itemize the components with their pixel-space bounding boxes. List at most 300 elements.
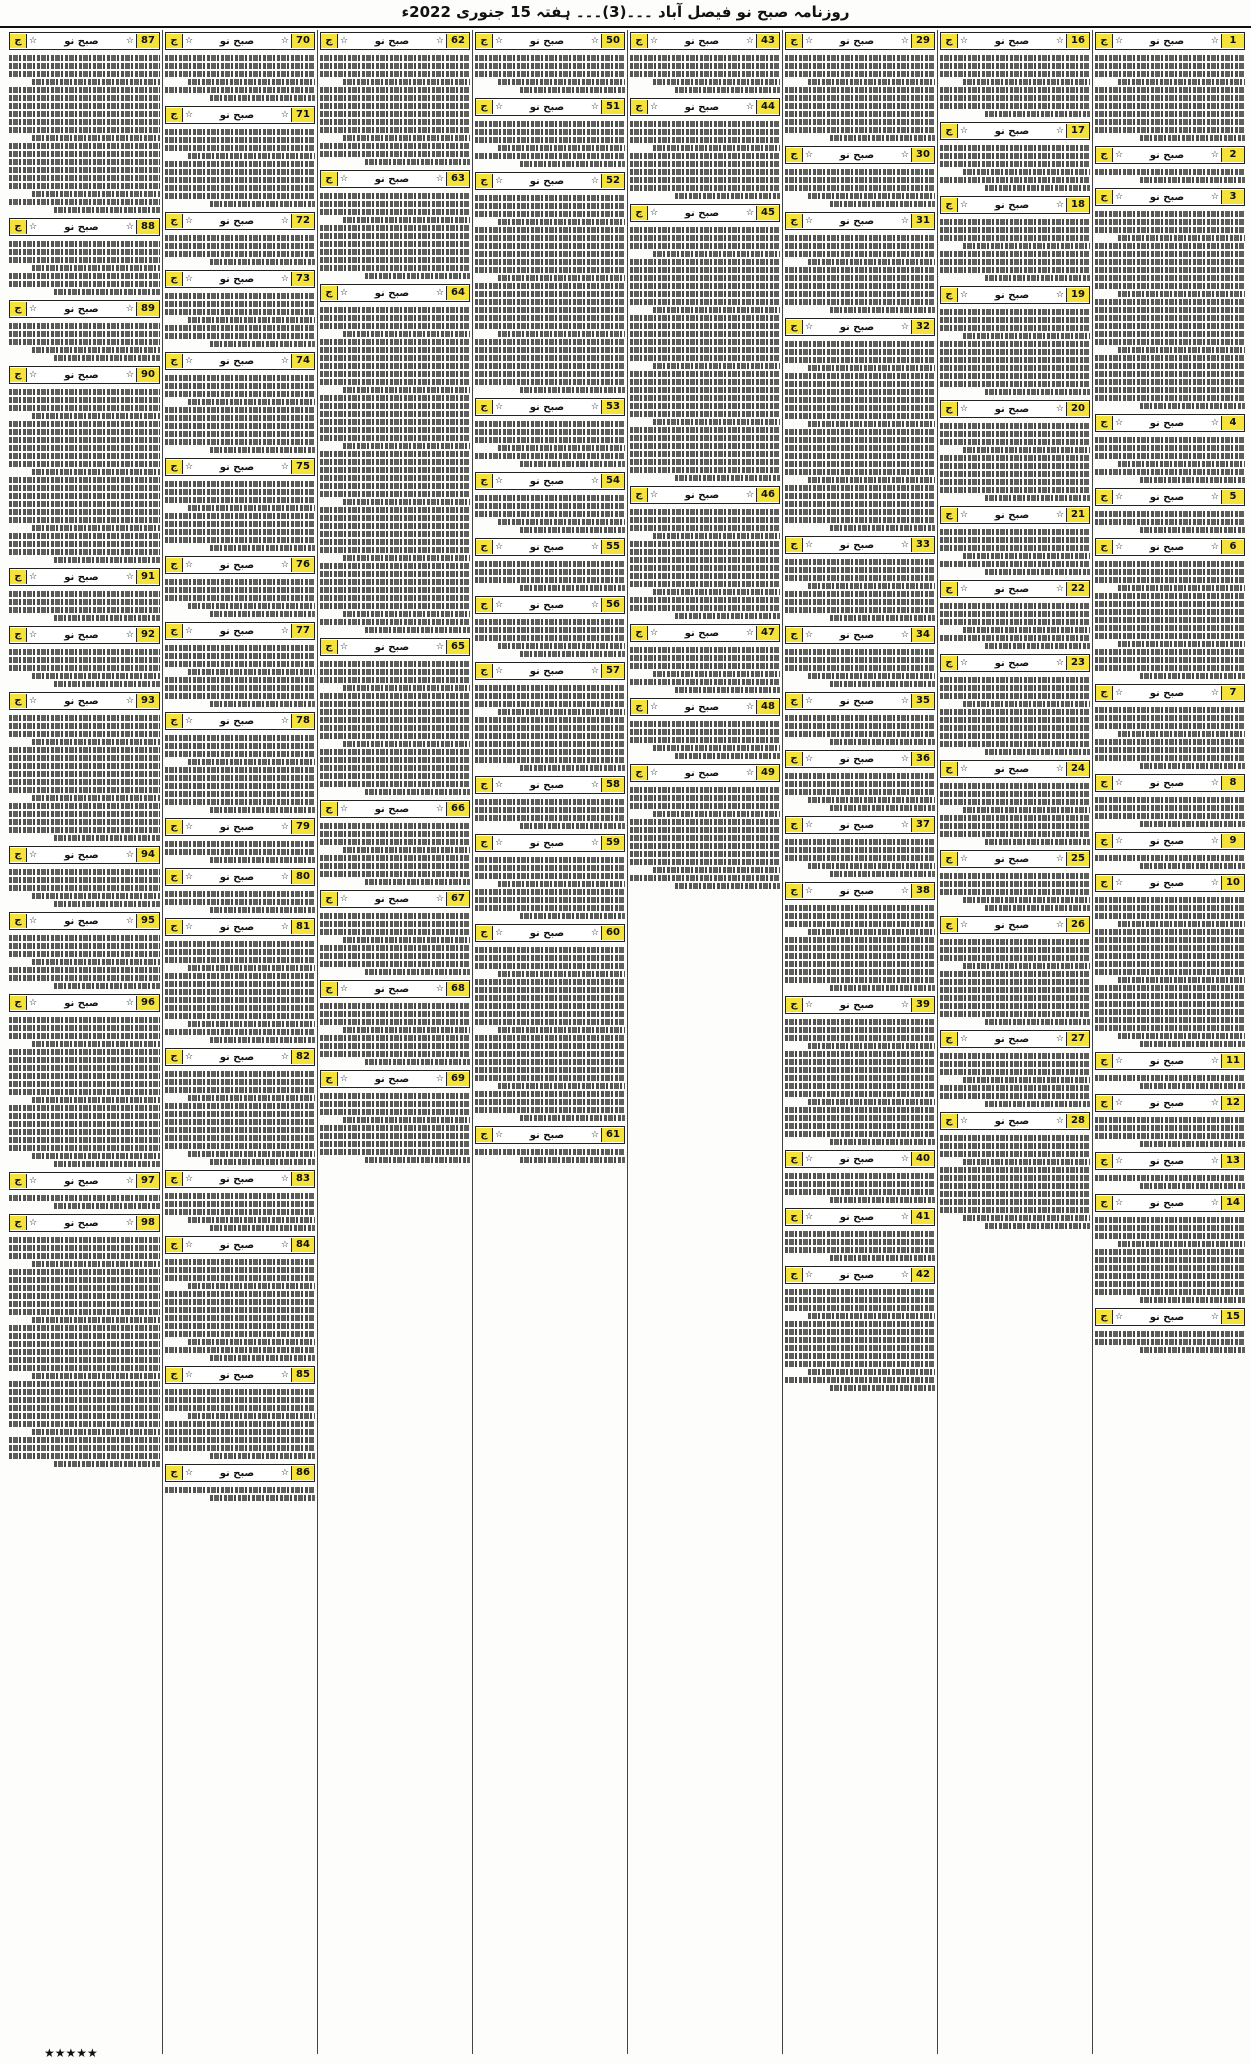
text-line [785, 575, 935, 581]
text-line [653, 811, 781, 817]
newspaper-logo-icon: ج [786, 752, 803, 766]
text-line [210, 1355, 315, 1361]
ad-header [785, 1266, 935, 1284]
text-line [320, 411, 470, 417]
text-line [320, 871, 470, 877]
star-icon: ☆ [29, 370, 38, 380]
ad-body-text [1095, 852, 1245, 872]
ad-header-label: صبح نو [64, 915, 99, 927]
text-line [9, 477, 160, 483]
text-line [320, 773, 470, 779]
text-line [54, 983, 160, 989]
classified-ad [165, 270, 315, 350]
ad-header-label: صبح نو [684, 489, 720, 501]
text-line [1095, 609, 1245, 615]
classified-ad [785, 32, 935, 144]
newspaper-logo-icon: ج [321, 34, 338, 48]
classified-ad [9, 994, 160, 1170]
newspaper-logo-icon: ج [166, 820, 183, 834]
classified-ad [320, 638, 470, 798]
star-icon: ☆ [960, 200, 969, 210]
text-line [320, 1019, 470, 1025]
text-line [475, 503, 625, 509]
star-icon: ☆ [185, 872, 194, 882]
text-line [475, 979, 625, 985]
ad-header [9, 994, 160, 1012]
text-line [320, 1011, 470, 1017]
text-line [475, 121, 625, 127]
text-line [940, 791, 1090, 797]
text-line [940, 455, 1090, 461]
text-line [9, 1413, 160, 1419]
classified-ad [785, 318, 935, 534]
text-line [940, 103, 1090, 109]
text-line [475, 1099, 625, 1105]
text-line [1140, 673, 1245, 679]
text-line [475, 511, 625, 517]
newspaper-logo-icon: ج [10, 302, 27, 316]
newspaper-logo-icon: ج [476, 836, 493, 850]
ad-header [320, 890, 470, 908]
text-line [1140, 1297, 1245, 1303]
text-line [785, 1329, 935, 1335]
newspaper-logo-icon: ج [10, 996, 27, 1010]
text-line [1095, 739, 1245, 745]
text-line [630, 851, 780, 857]
ad-number: 17 [1066, 124, 1089, 138]
text-line [210, 701, 315, 707]
text-line [1140, 1083, 1245, 1089]
ad-number: 44 [756, 100, 779, 114]
text-line [785, 559, 935, 565]
text-line [320, 241, 470, 247]
text-line [1095, 1265, 1245, 1271]
ad-header-label: صبح نو [374, 35, 410, 47]
classified-ad [1095, 874, 1245, 1050]
ad-body-text [9, 1192, 160, 1212]
classified-ad [1095, 538, 1245, 682]
star-icon: ☆ [185, 560, 194, 570]
text-line [630, 411, 780, 417]
star-icon: ☆ [1055, 290, 1064, 300]
text-line [1095, 813, 1245, 819]
text-line [498, 79, 626, 85]
text-line [630, 63, 780, 69]
text-line [9, 63, 160, 69]
text-line [963, 1215, 1091, 1221]
text-line [630, 323, 780, 329]
ad-body-text [9, 866, 160, 910]
star-icon: ☆ [29, 304, 38, 314]
text-line [830, 871, 935, 877]
text-line [985, 643, 1090, 649]
text-line [940, 341, 1090, 347]
text-line [785, 723, 935, 729]
text-line [9, 1285, 160, 1291]
text-line [940, 365, 1090, 371]
text-line [320, 87, 470, 93]
text-line [963, 79, 1091, 85]
classified-columns [4, 30, 1247, 2054]
text-line [210, 1037, 315, 1043]
text-line [320, 733, 470, 739]
text-line [630, 355, 780, 361]
text-line [985, 1223, 1090, 1229]
ad-header [1095, 32, 1245, 50]
newspaper-logo-icon: ج [631, 626, 648, 640]
ad-header-label: صبح نو [529, 101, 565, 113]
classified-ad [165, 712, 315, 816]
text-line [54, 835, 160, 841]
star-icon: ☆ [280, 36, 289, 46]
text-line [9, 1341, 160, 1347]
star-icon: ☆ [280, 356, 289, 366]
text-line [1140, 477, 1245, 483]
ad-header [785, 882, 935, 900]
text-line [475, 259, 625, 265]
ad-header [475, 32, 625, 50]
star-icon: ☆ [805, 540, 814, 550]
text-line [9, 1389, 160, 1395]
text-line [320, 523, 470, 529]
ad-number: 73 [291, 272, 314, 286]
ad-body-text [940, 52, 1090, 120]
text-line [320, 571, 470, 577]
newspaper-logo-icon: ج [941, 288, 958, 302]
text-line [1095, 1075, 1245, 1081]
text-line [9, 549, 160, 555]
text-line [1095, 169, 1245, 175]
text-line [9, 339, 160, 345]
text-line [1140, 177, 1245, 183]
text-line [630, 267, 780, 273]
ad-body-text [785, 646, 935, 690]
newspaper-logo-icon: ج [941, 1032, 958, 1046]
text-line [54, 1461, 160, 1467]
text-line [320, 669, 470, 675]
ad-header [475, 662, 625, 680]
ad-header [165, 818, 315, 836]
star-icon: ☆ [1115, 36, 1124, 46]
ad-number: 34 [911, 628, 934, 642]
ad-number: 65 [446, 640, 469, 654]
ad-number: 83 [291, 1172, 314, 1186]
text-line [1095, 119, 1245, 125]
ad-header [9, 32, 160, 50]
text-line [1095, 307, 1245, 313]
text-line [32, 525, 160, 531]
ad-number: 49 [756, 766, 779, 780]
newspaper-logo-icon: ج [941, 198, 958, 212]
newspaper-logo-icon: ج [631, 100, 648, 114]
star-icon: ☆ [125, 222, 134, 232]
text-line [320, 539, 470, 545]
text-line [1118, 79, 1246, 85]
ad-body-text [785, 338, 935, 534]
ad-header-label: صبح نو [839, 215, 875, 227]
text-line [808, 1369, 936, 1375]
ad-header-label: صبح نو [219, 1173, 255, 1185]
newspaper-logo-icon: ج [166, 1050, 183, 1064]
ad-body-text [1095, 794, 1245, 830]
text-line [963, 963, 1091, 969]
text-line [9, 541, 160, 547]
classified-ad [1095, 684, 1245, 772]
star-icon: ☆ [590, 600, 599, 610]
text-line [808, 583, 936, 589]
newspaper-logo-icon: ج [941, 34, 958, 48]
text-line [785, 71, 935, 77]
text-line [320, 945, 470, 951]
text-line [785, 1075, 935, 1081]
ad-header [940, 286, 1090, 304]
text-line [785, 1173, 935, 1179]
text-line [475, 55, 625, 61]
text-line [630, 729, 780, 735]
star-icon: ☆ [960, 510, 969, 520]
ad-number: 60 [601, 926, 624, 940]
text-line [985, 111, 1090, 117]
text-line [210, 259, 315, 265]
ad-header-label: صبح نو [1149, 687, 1185, 699]
ad-body-text [9, 238, 160, 298]
ad-number: 14 [1221, 1196, 1244, 1210]
text-line [1095, 1025, 1245, 1031]
ad-number: 25 [1066, 852, 1089, 866]
star-icon: ☆ [745, 490, 754, 500]
text-line [32, 79, 160, 85]
ad-header [1095, 1052, 1245, 1070]
text-line [320, 693, 470, 699]
text-line [9, 429, 160, 435]
ad-header [9, 912, 160, 930]
text-line [785, 275, 935, 281]
classified-ad [165, 1170, 315, 1234]
star-icon: ☆ [805, 886, 814, 896]
text-line [9, 103, 160, 109]
newspaper-logo-icon: ج [786, 694, 803, 708]
text-line [165, 129, 315, 135]
ad-header-label: صبح نو [374, 803, 410, 815]
text-line [210, 611, 315, 617]
text-line [165, 743, 315, 749]
text-line [785, 731, 935, 737]
text-line [940, 259, 1090, 265]
text-line [785, 1353, 935, 1359]
text-line [630, 185, 780, 191]
text-line [940, 611, 1090, 617]
ad-body-text [320, 910, 470, 978]
text-line [475, 63, 625, 69]
text-line [785, 381, 935, 387]
text-line [785, 267, 935, 273]
text-line [785, 341, 935, 347]
text-line [1140, 1141, 1245, 1147]
text-line [785, 485, 935, 491]
newspaper-logo-icon: ج [321, 802, 338, 816]
text-line [165, 325, 315, 331]
ad-number: 6 [1221, 540, 1244, 554]
newspaper-logo-icon: ج [631, 206, 648, 220]
newspaper-logo-icon: ج [321, 640, 338, 654]
text-line [940, 71, 1090, 77]
text-line [320, 63, 470, 69]
text-line [9, 943, 160, 949]
text-line [475, 371, 625, 377]
newspaper-logo-icon: ج [321, 172, 338, 186]
text-line [32, 1317, 160, 1323]
ad-number: 91 [136, 570, 159, 584]
text-line [9, 1277, 160, 1283]
text-line [785, 789, 935, 795]
text-line [520, 585, 625, 591]
text-line [165, 383, 315, 389]
text-line [985, 1019, 1090, 1025]
ad-header [630, 698, 780, 716]
star-icon: ☆ [280, 560, 289, 570]
text-line [475, 227, 625, 233]
text-line [475, 873, 625, 879]
text-line [320, 595, 470, 601]
ad-header [475, 596, 625, 614]
star-icon: ☆ [590, 1130, 599, 1140]
ad-body-text [785, 52, 935, 144]
text-line [830, 201, 935, 207]
text-line [9, 787, 160, 793]
text-line [785, 1067, 935, 1073]
ad-body-text [940, 420, 1090, 504]
ad-header-label: صبح نو [1149, 835, 1185, 847]
ad-number: 18 [1066, 198, 1089, 212]
newspaper-logo-icon: ج [476, 778, 493, 792]
ad-header [165, 868, 315, 886]
ad-number: 96 [136, 996, 159, 1010]
text-line [9, 87, 160, 93]
text-line [1095, 387, 1245, 393]
ad-header-label: صبح نو [219, 273, 255, 285]
ad-number: 32 [911, 320, 934, 334]
ad-header-label: صبح نو [1149, 1155, 1185, 1167]
text-line [165, 899, 315, 905]
text-line [630, 517, 780, 523]
ad-header [165, 1464, 315, 1482]
text-line [785, 961, 935, 967]
star-icon: ☆ [435, 984, 444, 994]
text-line [475, 815, 625, 821]
text-line [343, 217, 471, 223]
text-line [630, 679, 780, 685]
text-line [785, 1131, 935, 1137]
text-line [9, 877, 160, 883]
text-line [9, 599, 160, 605]
text-line [165, 799, 315, 805]
star-icon: ☆ [650, 36, 659, 46]
ad-number: 33 [911, 538, 934, 552]
text-line [785, 453, 935, 459]
text-line [32, 135, 160, 141]
star-icon: ☆ [340, 642, 349, 652]
ad-number: 48 [756, 700, 779, 714]
star-icon: ☆ [1210, 836, 1219, 846]
text-line [785, 1377, 935, 1383]
text-line [940, 227, 1090, 233]
text-line [54, 207, 160, 213]
text-line [9, 1349, 160, 1355]
text-line [9, 763, 160, 769]
ad-body-text [475, 616, 625, 660]
star-icon: ☆ [29, 630, 38, 640]
ad-header-label: صبح نو [374, 641, 410, 653]
text-line [940, 381, 1090, 387]
text-line [808, 797, 936, 803]
ad-header [940, 122, 1090, 140]
text-line [343, 611, 471, 617]
star-icon: ☆ [590, 102, 599, 112]
ad-header [940, 580, 1090, 598]
star-icon: ☆ [960, 854, 969, 864]
text-line [940, 153, 1090, 159]
text-line [320, 143, 470, 149]
text-line [1095, 1017, 1245, 1023]
ad-header [940, 506, 1090, 524]
text-line [1095, 985, 1245, 991]
ad-header-label: صبح نو [994, 509, 1030, 521]
text-line [963, 333, 1091, 339]
text-line [210, 1495, 315, 1501]
star-icon: ☆ [805, 1212, 814, 1222]
ad-header-label: صبح نو [684, 35, 720, 47]
text-line [940, 783, 1090, 789]
text-line [165, 1087, 315, 1093]
ad-number: 19 [1066, 288, 1089, 302]
text-line [210, 341, 315, 347]
text-line [9, 257, 160, 263]
star-icon: ☆ [280, 716, 289, 726]
text-line [940, 995, 1090, 1001]
text-line [320, 1051, 470, 1057]
text-line [320, 127, 470, 133]
classified-ad [475, 834, 625, 922]
ad-header [785, 996, 935, 1014]
text-line [9, 1397, 160, 1403]
text-line [785, 847, 935, 853]
text-line [940, 873, 1090, 879]
star-icon: ☆ [1210, 1198, 1219, 1208]
ad-header [630, 204, 780, 222]
ad-number: 75 [291, 460, 314, 474]
classified-ad [1095, 1152, 1245, 1192]
classified-ad [165, 352, 315, 456]
text-line [785, 1027, 935, 1033]
text-line [165, 677, 315, 683]
star-icon: ☆ [495, 102, 504, 112]
text-line [9, 1365, 160, 1371]
text-line [630, 435, 780, 441]
classified-ad [940, 1112, 1090, 1232]
text-line [1095, 649, 1245, 655]
ad-header-label: صبح نو [374, 983, 410, 995]
text-line [785, 665, 935, 671]
text-line [1118, 731, 1246, 737]
text-line [830, 1139, 935, 1145]
text-line [9, 183, 160, 189]
newspaper-logo-icon: ج [1096, 148, 1113, 162]
text-line [630, 541, 780, 547]
ad-number: 39 [911, 998, 934, 1012]
text-line [630, 259, 780, 265]
ad-header-label: صبح نو [219, 461, 255, 473]
text-line [675, 883, 780, 889]
